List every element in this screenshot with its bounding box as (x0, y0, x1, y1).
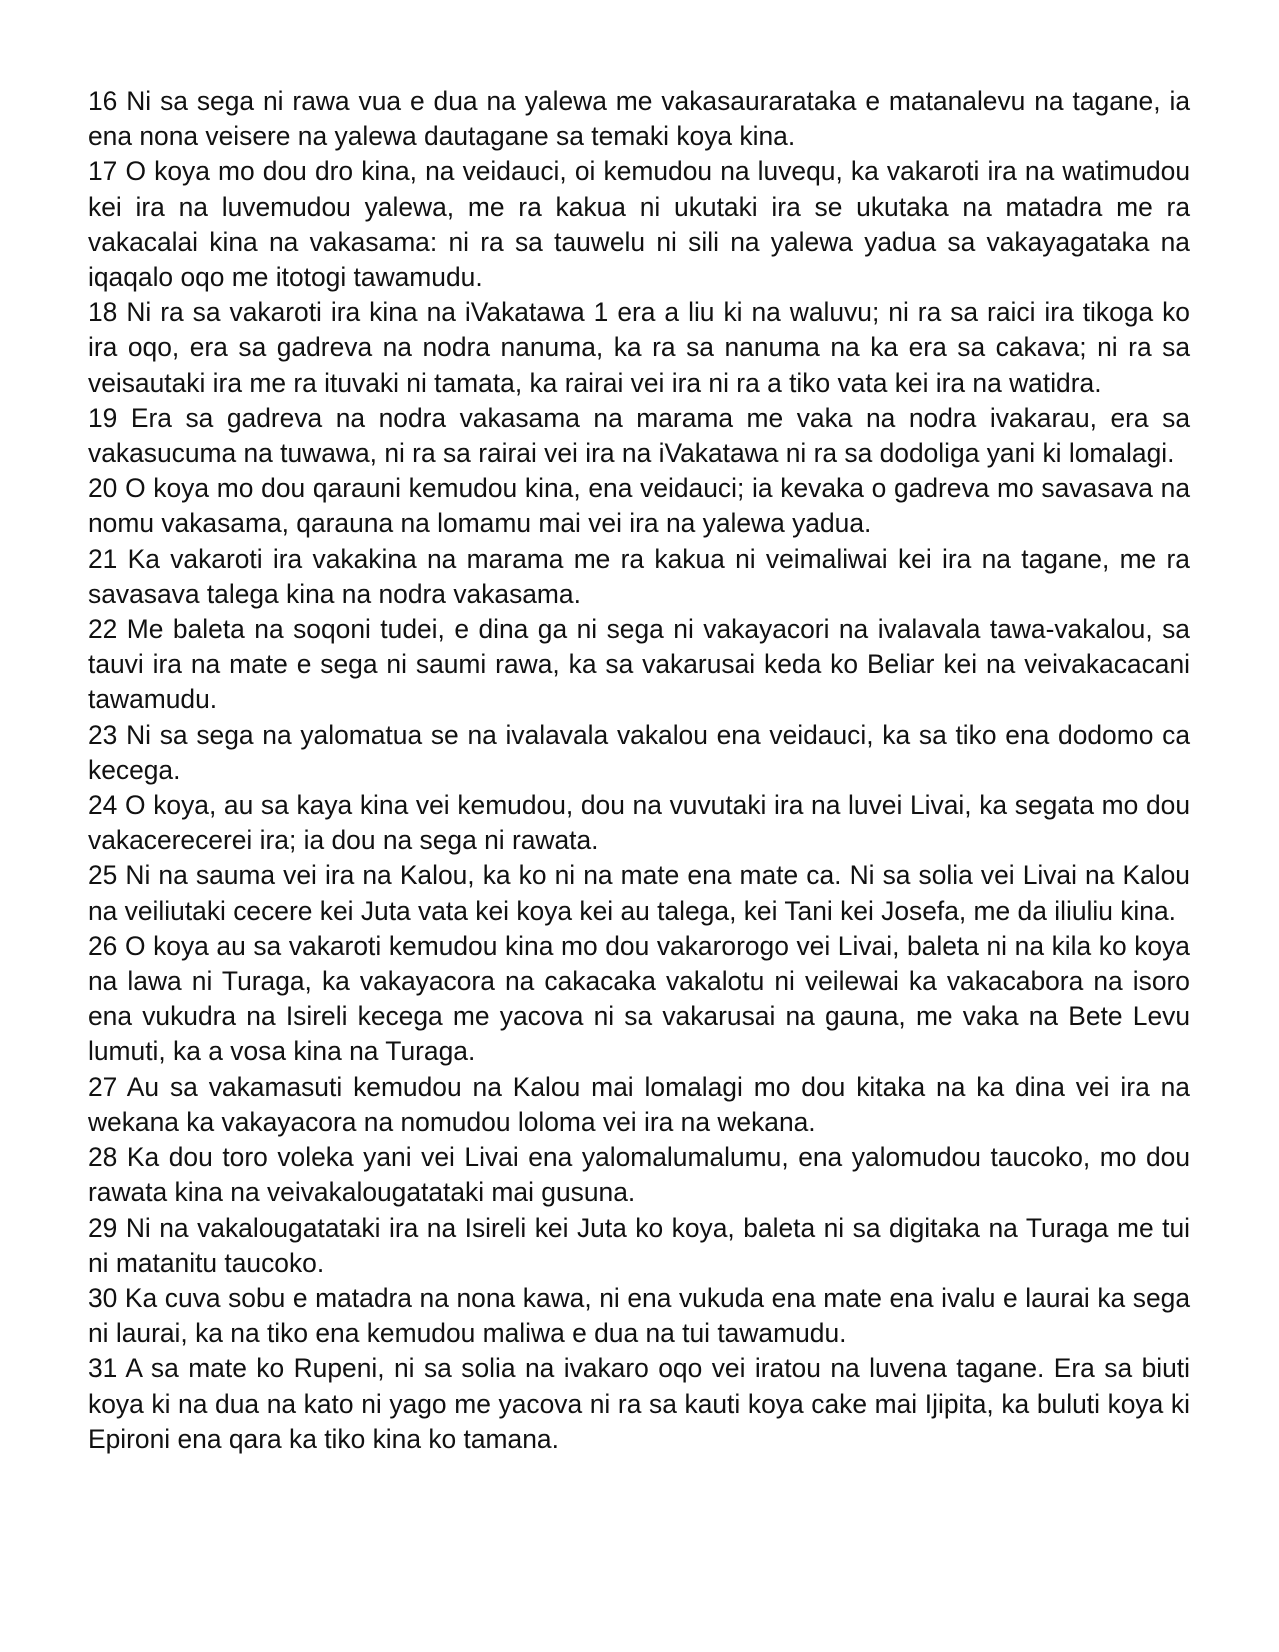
verse-17: 17 O koya mo dou dro kina, na veidauci, oi kemudou na luvequ, ka vakaroti ira na watimudou kei ira na luvemudou yalewa, me ra kakua ni ukutaki ira se ukutaka na matadra me ra vakacalai kina na vakasama: ni ra sa tauwelu ni sili na yalewa yadua sa vakayagataka na iqaqalo oqo me itotogi tawamudu. (88, 156, 1190, 293)
document-page (88, 84, 1190, 1457)
verse-20: 20 O koya mo dou qarauni kemudou kina, ena veidauci; ia kevaka o gadreva mo savasava na nomu vakasama, qarauna na lomamu mai vei ira na yalewa yadua. (88, 473, 1190, 539)
verse-23: 23 Ni sa sega na yalomatua se na ivalavala vakalou ena veidauci, ka sa tiko ena dodomo ca kecega. (88, 719, 1190, 785)
verse-26: 26 O koya au sa vakaroti kemudou kina mo dou vakarorogo vei Livai, baleta ni na kila ko koya na lawa ni Turaga, ka vakayacora na cakacaka vakalotu ni veilewai ka vakacabora na isoro ena vukudra na Isireli kecega me yacova ni sa vakarusai na gauna, me vaka na Bete Levu lumuti, ka a vosa kina na Turaga. (88, 930, 1190, 1067)
verse-30: 30 Ka cuva sobu e matadra na nona kawa, ni ena vukuda ena mate ena ivalu e laurai ka sega ni laurai, ka na tiko ena kemudou maliwa e dua na tui tawamudu. (88, 1282, 1190, 1349)
verse-25: 25 Ni na sauma vei ira na Kalou, ka ko ni na mate ena mate ca. Ni sa solia vei Livai na Kalou na veiliutaki cecere kei Juta vata kei koya kei au talega, kei Tani kei Josefa, me da iliuliu kina. (88, 860, 1190, 926)
verse-16: 16 Ni sa sega ni rawa vua e dua na yalewa me vakasaurarataka e matanalevu na tagane, ia ena nona veisere na yalewa dautagane sa temaki koya kina. (88, 86, 1190, 152)
verse-29: 29 Ni na vakalougatataki ira na Isireli kei Juta ko koya, baleta ni sa digitaka na Turaga me tui ni matanitu taucoko. (88, 1212, 1190, 1278)
verse-21: 21 Ka vakaroti ira vakakina na marama me ra kakua ni veimaliwai kei ira na tagane, me ra savasava talega kina na nodra vakasama. (88, 543, 1190, 609)
verse-19: 19 Era sa gadreva na nodra vakasama na marama me vaka na nodra ivakarau, era sa vakasucuma na tuwawa, ni ra sa rairai vei ira na iVakatawa ni ra sa dodoliga yani ki lomalagi. (88, 402, 1190, 469)
verse-22: 22 Me baleta na soqoni tudei, e dina ga ni sega ni vakayacori na ivalavala tawa-vakalou, sa tauvi ira na mate e sega ni saumi rawa, ka sa vakarusai keda ko Beliar kei na veivakacacani tawamudu. (88, 614, 1190, 715)
verse-27: 27 Au sa vakamasuti kemudou na Kalou mai lomalagi mo dou kitaka na ka dina vei ira na wekana ka vakayacora na nomudou loloma vei ira na wekana. (88, 1071, 1190, 1137)
verse-24: 24 O koya, au sa kaya kina vei kemudou, dou na vuvutaki ira na luvei Livai, ka segata mo dou vakacerecerei ira; ia dou na sega ni rawata. (88, 790, 1190, 856)
verse-18: 18 Ni ra sa vakaroti ira kina na iVakatawa 1 era a liu ki na waluvu; ni ra sa raici ira tikoga ko ira oqo, era sa gadreva na nodra nanuma, ka ra sa nanuma na ka era sa cakava; ni ra sa veisautaki ira me ra ituvaki ni tamata, ka rairai vei ira ni ra a tiko vata kei ira na watidra. (88, 297, 1190, 398)
verse-31: 31 A sa mate ko Rupeni, ni sa solia na ivakaro oqo vei iratou na luvena tagane. Era sa biuti koya ki na dua na kato ni yago me yacova ni ra sa kauti koya cake mai Ijipita, ka buluti koya ki Epironi ena qara ka tiko kina ko tamana. (88, 1353, 1190, 1454)
verse-28: 28 Ka dou toro voleka yani vei Livai ena yalomalumalumu, ena yalomudou taucoko, mo dou rawata kina na veivakalougatataki mai gusuna. (88, 1142, 1190, 1208)
